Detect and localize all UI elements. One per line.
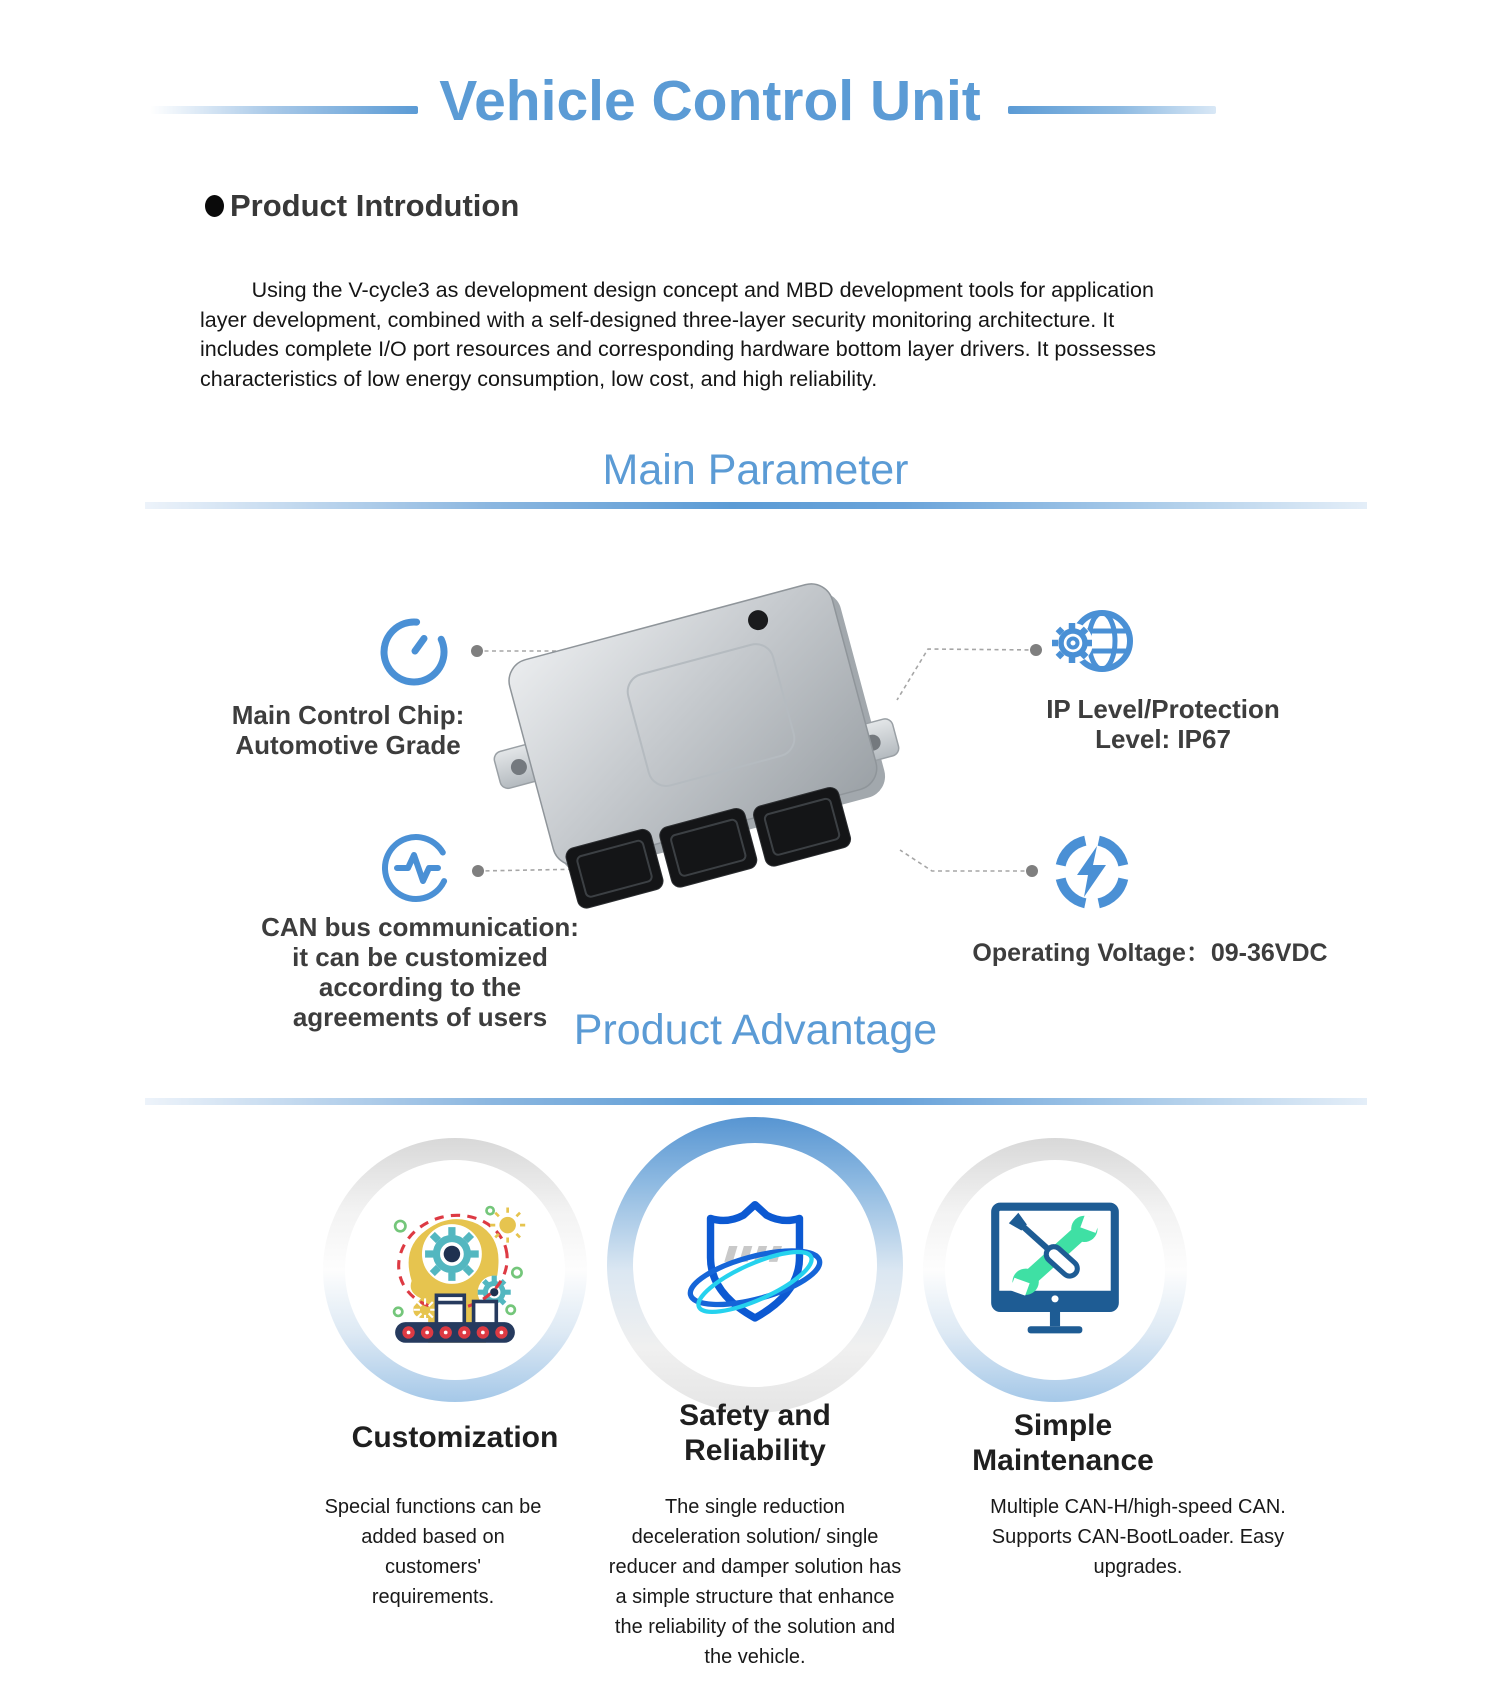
title-decoration-line-right [1008, 106, 1216, 114]
gear-globe-icon [1048, 596, 1138, 686]
advantage-title-customization: Customization [351, 1421, 559, 1454]
smart-manufacturing-icon [323, 1138, 587, 1402]
monitor-tools-icon [923, 1138, 1187, 1402]
advantage-title-maintenance: Simple Maintenance [972, 1409, 1154, 1477]
lightning-icon [1047, 827, 1137, 917]
param-can-bus: CAN bus communication: it can be customized according to the agreements of users [261, 912, 579, 1032]
product-introduction-heading [205, 188, 519, 224]
main-parameter-heading: Main Parameter [602, 446, 909, 494]
advantage-circle-customization [323, 1138, 587, 1402]
title-decoration-line-left [150, 106, 418, 114]
advantage-body-safety: The single reduction deceleration solution/ single reducer and damper solution has a simple structure that enhance the reliability of the solution and the vehicle. [608, 1496, 902, 1668]
pulse-icon [375, 827, 457, 909]
timer-icon [374, 610, 454, 690]
product-advantage-heading: Product Advantage [573, 1006, 938, 1054]
page-title: Vehicle Control Unit [439, 69, 981, 133]
bullet-icon [205, 195, 224, 217]
shield-orbit-icon [607, 1117, 903, 1413]
advantage-body-maintenance: Multiple CAN-H/high-speed CAN. Supports CAN-BootLoader. Easy upgrades. [990, 1496, 1286, 1578]
advantage-circle-maintenance [923, 1138, 1187, 1402]
param-operating-voltage: Operating Voltage：09-36VDC [972, 939, 1328, 967]
advantage-body-customization: Special functions can be added based on customers' requirements. [324, 1496, 542, 1608]
advantage-circle-safety [607, 1117, 903, 1413]
product-introduction-heading-text: Product Introdution [230, 188, 520, 223]
param-ip-level: IP Level/Protection Level: IP67 [1046, 694, 1280, 754]
param-main-control-chip: Main Control Chip: Automotive Grade [231, 700, 465, 760]
ecu-product-image [462, 570, 912, 930]
section-divider [145, 502, 1367, 509]
section-divider [145, 1098, 1367, 1105]
product-introduction-paragraph: Using the V-cycle3 as development design concept and MBD development tools for application layer development, combined with a self-designed three-layer security monitoring architecture. It includes complete I/O port resources and corresponding hardware bottom layer drivers. It possesses characteristics of low energy consumption, low cost, and high reliability. [200, 278, 1157, 391]
advantage-title-safety: Safety and Reliability [679, 1399, 831, 1467]
